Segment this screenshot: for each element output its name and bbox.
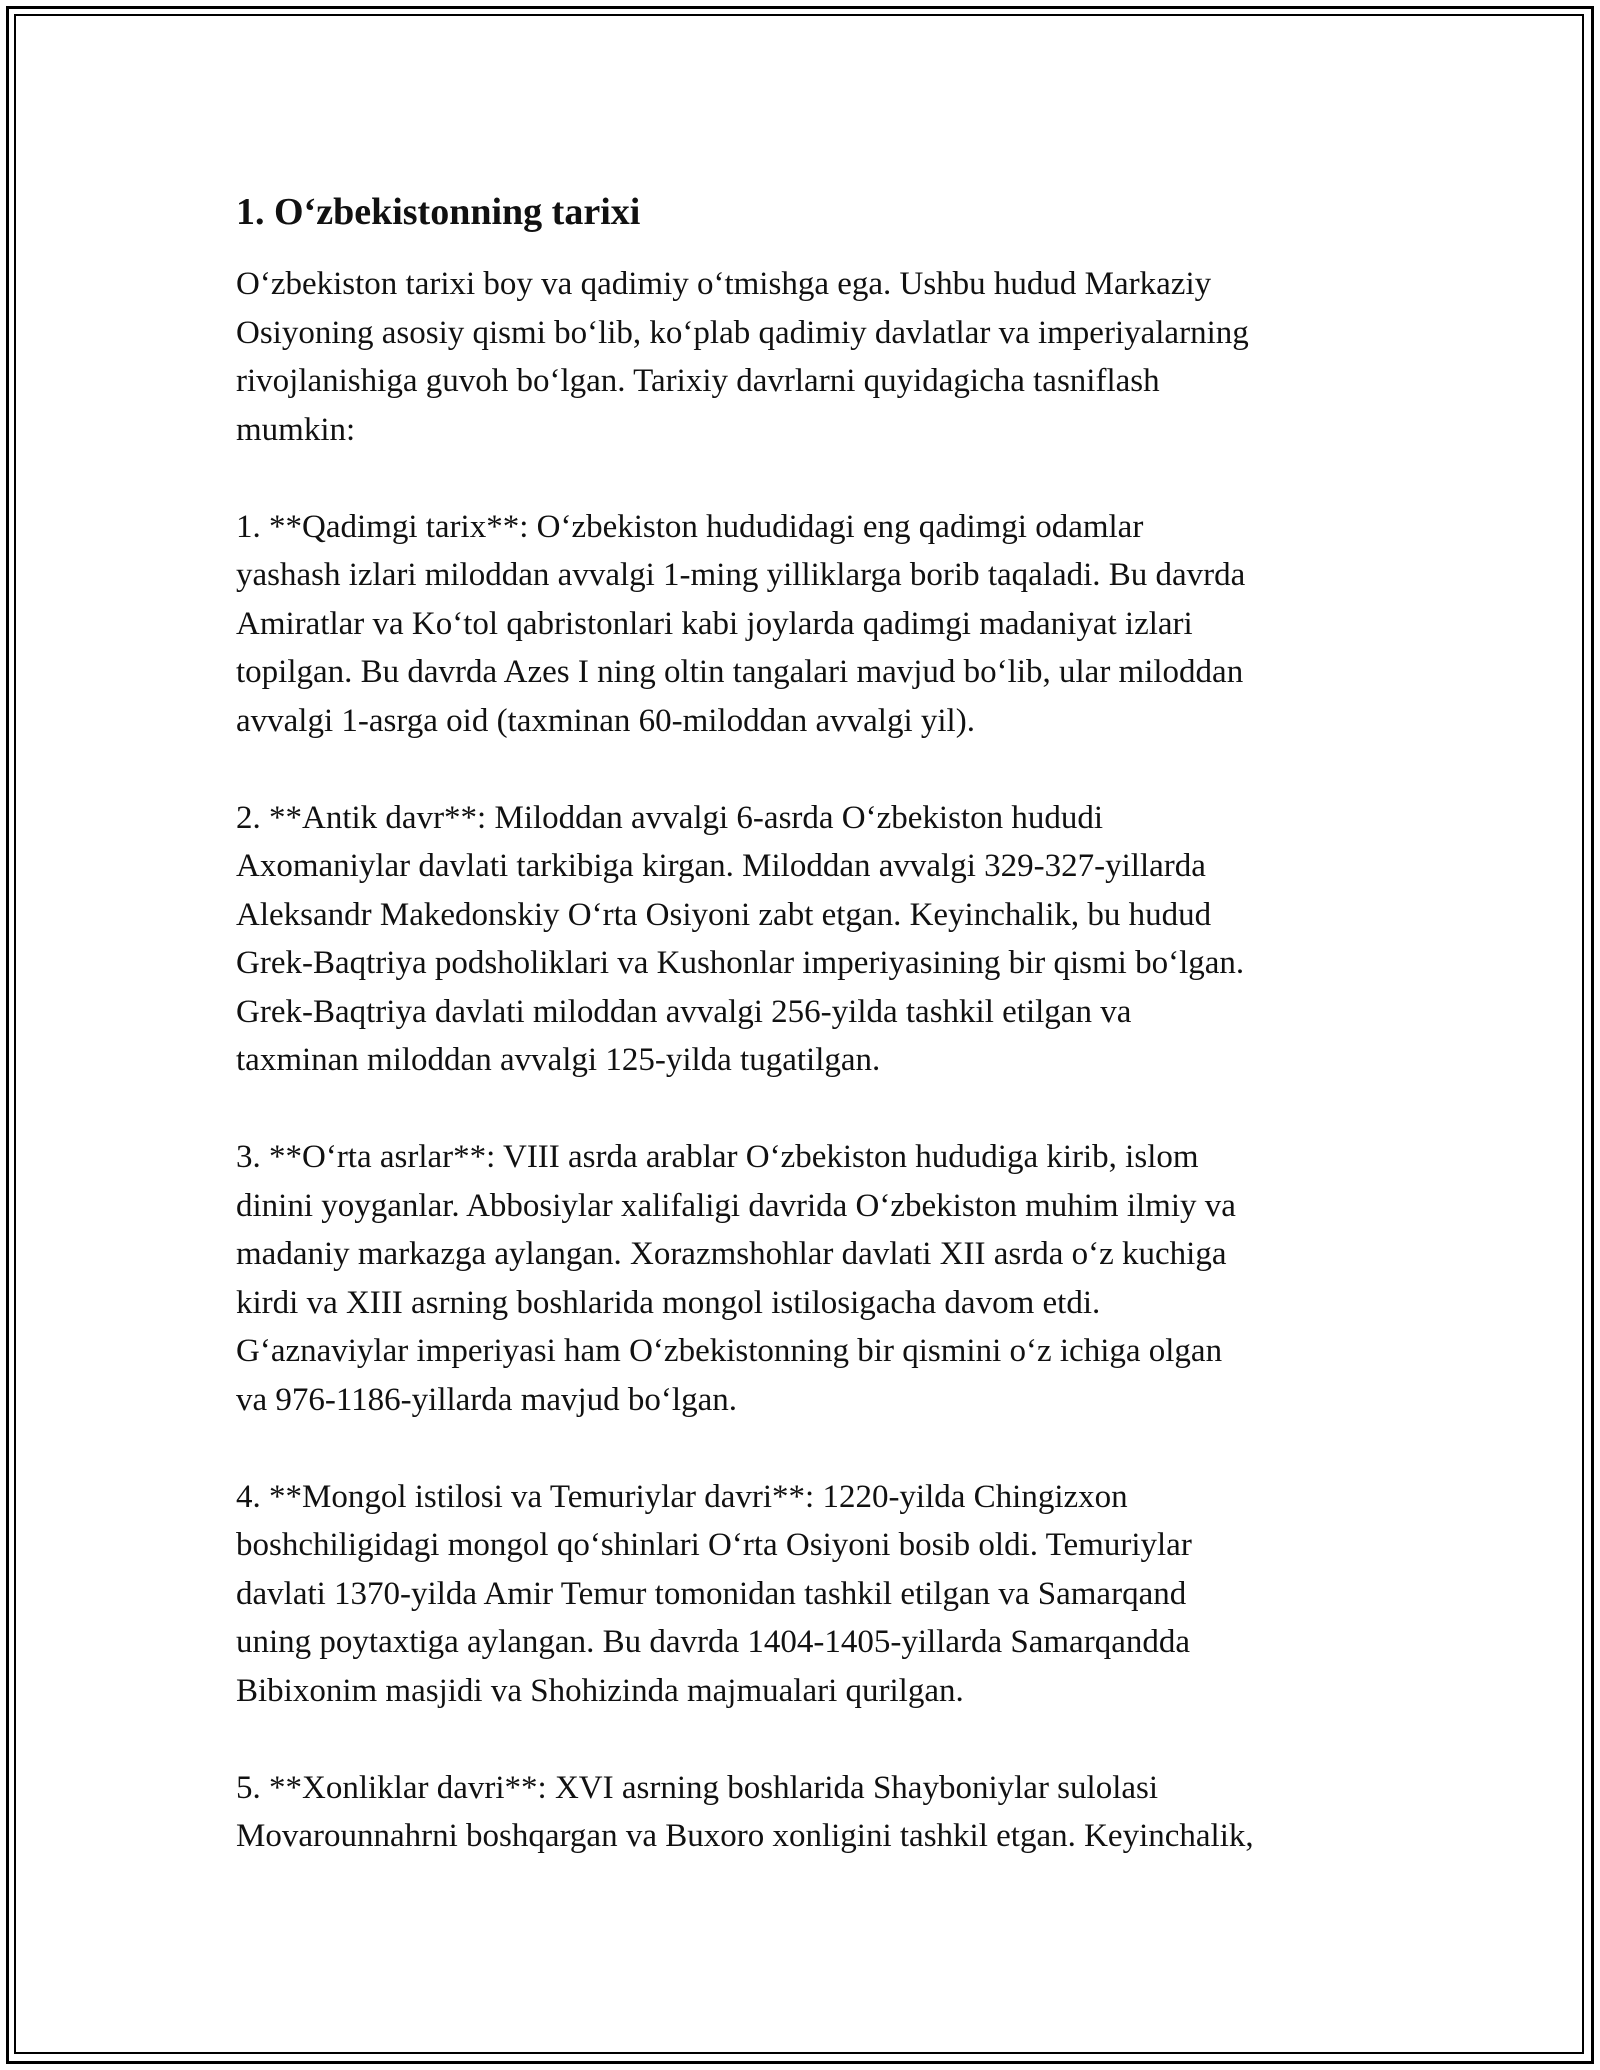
- text-line: dinini yoyganlar. Abbosiylar xalifaligi davrida O‘zbekiston muhim ilmiy va: [236, 1187, 1236, 1224]
- text-line: madaniy markazga aylangan. Xorazmshohlar davlati XII asrda o‘z kuchiga: [236, 1236, 1227, 1272]
- text-line: Movarounnahrni boshqargan va Buxoro xonligini tashkil etgan. Keyinchalik,: [236, 1818, 1254, 1854]
- text-line: Osiyoning asosiy qismi bo‘lib, ko‘plab qadimiy davlatlar va imperiyalarning: [236, 314, 1249, 351]
- text-line: Grek-Baqtriya davlati miloddan avvalgi 256-yilda tashkil etilgan va: [236, 993, 1132, 1030]
- section-mongol-timurid: [236, 1473, 1386, 1716]
- text-line: Amiratlar va Ko‘tol qabristonlari kabi joylarda qadimgi madaniyat izlari: [236, 605, 1193, 642]
- text-line: G‘aznaviylar imperiyasi ham O‘zbekistonning bir qismini o‘z ichiga olgan: [236, 1333, 1223, 1369]
- intro-paragraph: [236, 260, 1386, 454]
- text-line: O‘zbekiston tarixi boy va qadimiy o‘tmishga ega. Ushbu hudud Markaziy: [236, 266, 1212, 302]
- text-line: 3. **O‘rta asrlar**: VIII asrda arablar O‘zbekiston hududiga kirib, islom: [236, 1139, 1199, 1175]
- text-line: boshchiligidagi mongol qo‘shinlari O‘rta Osiyoni bosib oldi. Temuriylar: [236, 1527, 1192, 1563]
- text-line: davlati 1370-yilda Amir Temur tomonidan tashkil etilgan va Samarqand: [236, 1575, 1187, 1612]
- section-ancient-history: [236, 503, 1386, 746]
- text-line: Grek-Baqtriya podsholiklari va Kushonlar imperiyasining bir qismi bo‘lgan.: [236, 945, 1245, 981]
- text-line: 4. **Mongol istilosi va Temuriylar davri**: 1220-yilda Chingizxon: [236, 1478, 1128, 1515]
- text-line: mumkin:: [236, 411, 356, 448]
- section-antiquity: [236, 794, 1386, 1085]
- text-line: avvalgi 1-asrga oid (taxminan 60-miloddan avvalgi yil).: [236, 702, 975, 739]
- document-body: [236, 188, 1386, 1861]
- document-title: 1. O‘zbekistonning tarixi: [236, 191, 641, 233]
- section-khanates: [236, 1764, 1386, 1861]
- text-line: taxminan miloddan avvalgi 125-yilda tugatilgan.: [236, 1042, 881, 1078]
- text-line: rivojlanishiga guvoh bo‘lgan. Tarixiy davrlarni quyidagicha tasniflash: [236, 363, 1160, 399]
- text-line: 1. **Qadimgi tarix**: O‘zbekiston hududidagi eng qadimgi odamlar: [236, 508, 1144, 545]
- text-line: Axomaniylar davlati tarkibiga kirgan. Miloddan avvalgi 329-327-yillarda: [236, 848, 1206, 884]
- text-line: uning poytaxtiga aylangan. Bu davrda 1404-1405-yillarda Samarqandda: [236, 1624, 1190, 1660]
- text-line: 2. **Antik davr**: Miloddan avvalgi 6-asrda O‘zbekiston hududi: [236, 799, 1104, 836]
- text-line: Aleksandr Makedonskiy O‘rta Osiyoni zabt etgan. Keyinchalik, bu hudud: [236, 896, 1212, 933]
- text-line: yashash izlari miloddan avvalgi 1-ming yilliklarga borib taqaladi. Bu davrda: [236, 557, 1246, 593]
- text-line: 5. **Xonliklar davri**: XVI asrning boshlarida Shayboniylar sulolasi: [236, 1769, 1159, 1806]
- text-line: kirdi va XIII asrning boshlarida mongol istilosigacha davom etdi.: [236, 1284, 1101, 1321]
- text-line: va 976-1186-yillarda mavjud bo‘lgan.: [236, 1381, 737, 1418]
- text-line: Bibixonim masjidi va Shohizinda majmualari qurilgan.: [236, 1672, 964, 1709]
- text-line: topilgan. Bu davrda Azes I ning oltin tangalari mavjud bo‘lib, ular miloddan: [236, 654, 1244, 690]
- section-middle-ages: [236, 1133, 1386, 1424]
